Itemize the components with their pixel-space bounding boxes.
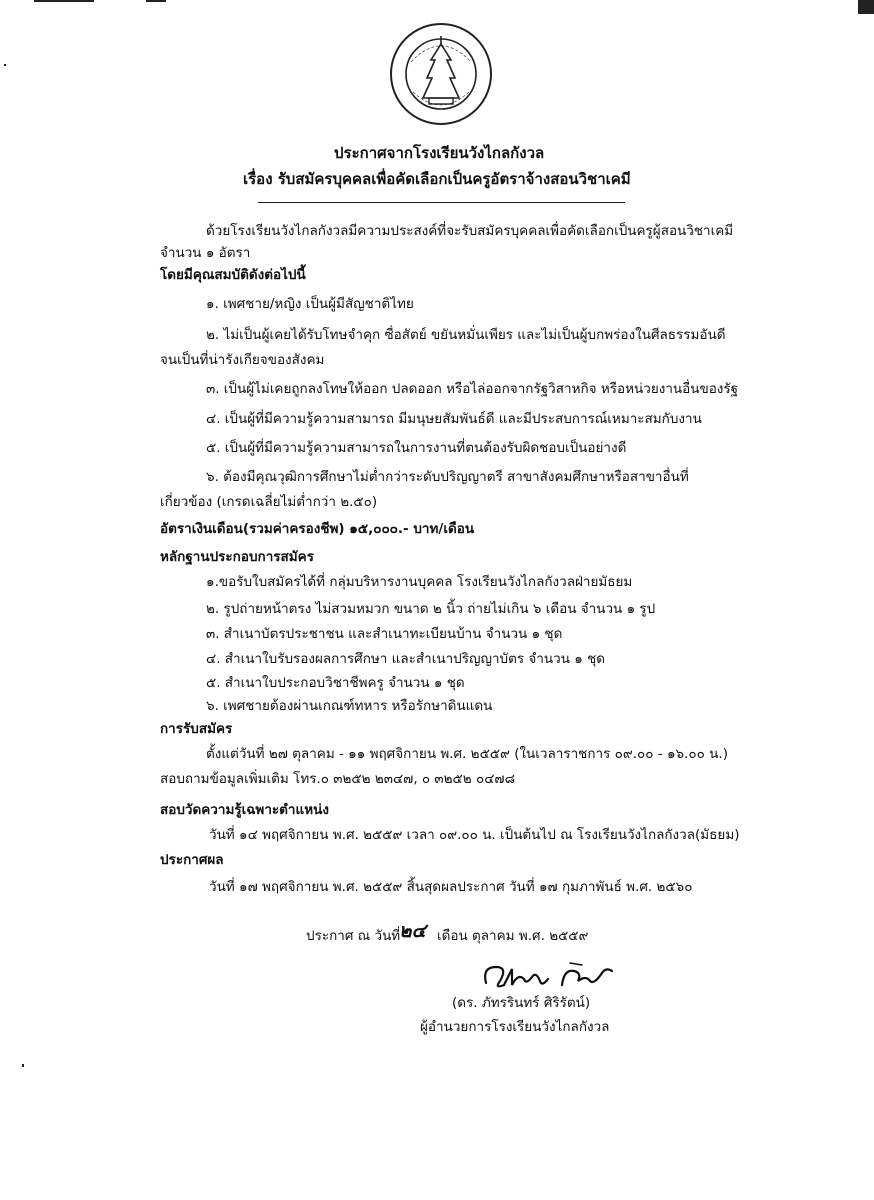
- announcement-title: ประกาศจากโรงเรียนวังไกลกังวล: [334, 144, 545, 162]
- application-period: ตั้งแต่วันที่ ๒๗ ตุลาคม - ๑๑ พฤศจิกายน พ.ศ. ๒๕๕๙ (ในเวลาราชการ ๐๙.๐๐ - ๑๖.๐๐ น.): [206, 746, 728, 762]
- announcement-subject: เรื่อง รับสมัครบุคคลเพื่อคัดเลือกเป็นครูอัตราจ้างสอนวิชาเคมี: [243, 170, 631, 188]
- qualification-item-continued: เกี่ยวข้อง (เกรดเฉลี่ยไม่ต่ำกว่า ๒.๕๐): [160, 494, 378, 510]
- title-divider: [258, 202, 625, 203]
- salary-line: อัตราเงินเดือน(รวมค่าครองชีพ) ๑๕,๐๐๐.- บาท/เดือน: [160, 521, 475, 537]
- scan-dot: [22, 1064, 24, 1067]
- document-item: ๔. สำเนาใบรับรองผลการศึกษา และสำเนาปริญญาบัตร จำนวน ๑ ชุด: [206, 651, 606, 667]
- document-item: ๓. สำเนาบัตรประชาชน และสำเนาทะเบียนบ้าน จำนวน ๑ ชุด: [206, 626, 563, 642]
- qualification-item: ๕. เป็นผู้ที่มีความรู้ความสามารถในการงานที่ตนต้องรับผิดชอบเป็นอย่างดี: [206, 440, 627, 456]
- qualification-item: ๒. ไม่เป็นผู้เคยได้รับโทษจำคุก ซื่อสัตย์ ขยันหมั่นเพียร และไม่เป็นผู้บกพร่องในศีลธรรมอันดี: [206, 327, 726, 343]
- scan-mark: [146, 0, 166, 2]
- qualification-item: ๔. เป็นผู้ที่มีความรู้ความสามารถ มีมนุษยสัมพันธ์ดี และมีประสบการณ์เหมาะสมกับงาน: [206, 411, 702, 427]
- document-item: ๖. เพศชายต้องผ่านเกณฑ์ทหาร หรือรักษาดินแดน: [206, 698, 493, 714]
- qualifications-heading: โดยมีคุณสมบัติดังต่อไปนี้: [160, 267, 306, 283]
- school-seal-logo: [389, 22, 493, 126]
- qualification-item: ๑. เพศชาย/หญิง เป็นผู้มีสัญชาติไทย: [206, 296, 414, 312]
- scan-dot: [4, 64, 6, 66]
- signer-title: ผู้อำนวยการโรงเรียนวังไกลกังวล: [420, 1019, 610, 1035]
- exam-heading: สอบวัดความรู้เฉพาะตำแหน่ง: [160, 802, 329, 818]
- announce-date-prefix: ประกาศ ณ วันที่: [306, 928, 401, 944]
- scan-mark: [34, 0, 94, 2]
- qualification-item: ๖. ต้องมีคุณวุฒิการศึกษาไม่ต่ำกว่าระดับปริญญาตรี สาขาสังคมศึกษาหรือสาขาอื่นที่: [206, 469, 689, 485]
- result-heading: ประกาศผล: [160, 852, 224, 868]
- intro-line-2: จำนวน ๑ อัตรา: [160, 245, 251, 261]
- result-detail: วันที่ ๑๗ พฤศจิกายน พ.ศ. ๒๕๕๙ สิ้นสุดผลประกาศ วันที่ ๑๗ กุมภาพันธ์ พ.ศ. ๒๕๖๐: [209, 879, 693, 895]
- qualification-item: ๓. เป็นผู้ไม่เคยถูกลงโทษให้ออก ปลดออก หรือไล่ออกจากรัฐวิสาหกิจ หรือหน่วยงานอื่นของรัฐ: [206, 381, 739, 397]
- announce-day-handwritten: ๒๔: [399, 920, 426, 942]
- document-item: ๕. สำเนาใบประกอบวิชาชีพครู จำนวน ๑ ชุด: [206, 675, 465, 691]
- contact-phone: สอบถามข้อมูลเพิ่มเติม โทร.๐ ๓๒๕๒ ๒๓๔๗, ๐ ๓๒๕๒ ๐๔๗๘: [160, 771, 515, 787]
- exam-detail: วันที่ ๑๔ พฤศจิกายน พ.ศ. ๒๕๕๙ เวลา ๐๙.๐๐ น. เป็นต้นไป ณ โรงเรียนวังไกลกังวล(มัธยม): [209, 827, 740, 843]
- announce-date-suffix: เดือน ตุลาคม พ.ศ. ๒๕๕๙: [437, 928, 589, 944]
- signature: [478, 955, 618, 995]
- scan-mark: [858, 0, 874, 14]
- document-item: ๒. รูปถ่ายหน้าตรง ไม่สวมหมวก ขนาด ๒ นิ้ว ถ่ายไม่เกิน ๖ เดือน จำนวน ๑ รูป: [206, 601, 656, 617]
- intro-line-1: ด้วยโรงเรียนวังไกลกังวลมีความประสงค์ที่จะรับสมัครบุคคลเพื่อคัดเลือกเป็นครูผู้สอนวิชาเคมี: [206, 223, 734, 239]
- document-item: ๑.ขอรับใบสมัครได้ที่ กลุ่มบริหารงานบุคคล โรงเรียนวังไกลกังวลฝ่ายมัธยม: [206, 574, 633, 590]
- documents-heading: หลักฐานประกอบการสมัคร: [160, 549, 314, 565]
- application-heading: การรับสมัคร: [160, 721, 233, 737]
- signer-name: (ดร. ภัทรรินทร์ ศิริรัตน์): [452, 995, 591, 1011]
- qualification-item-continued: จนเป็นที่น่ารังเกียจของสังคม: [160, 352, 325, 368]
